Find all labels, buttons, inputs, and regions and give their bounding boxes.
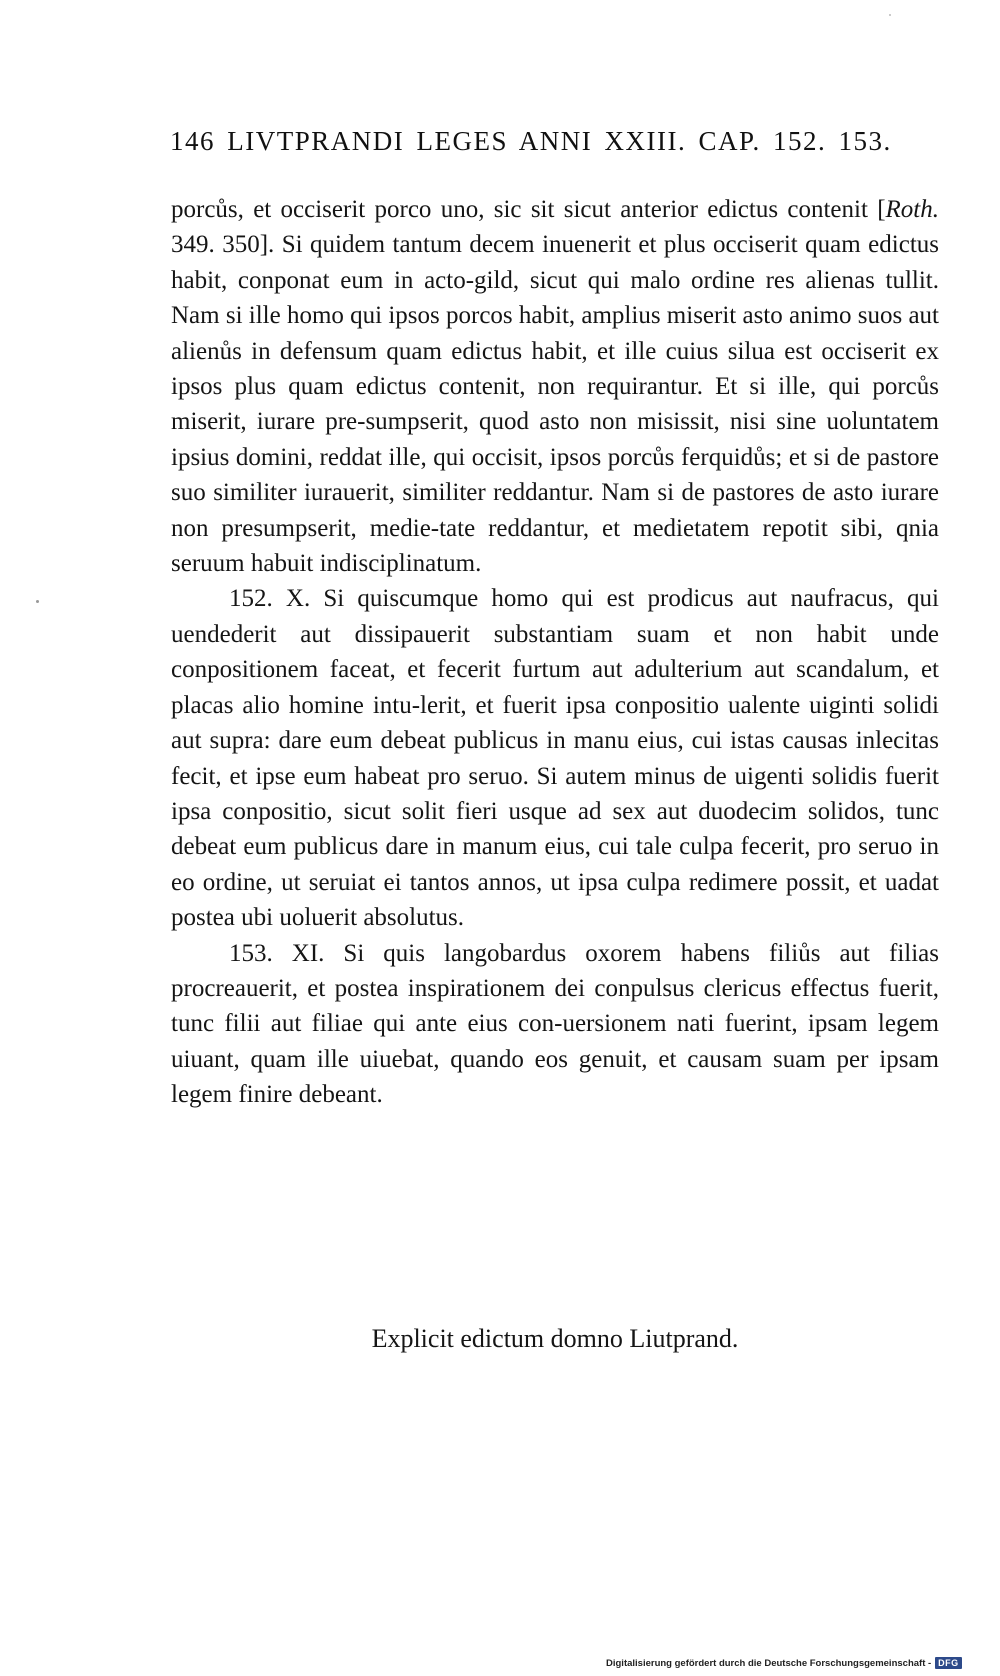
paragraph-chapter-153: 153. XI. Si quis langobardus oxorem habens filiůs aut filias procreauerit, et postea inspirationem dei conpulsus clericus effectus fuerit, tunc filii aut filiae qui ante eius con-uersionem nati fuerint, ipsam legem uiuant, quam ille uiuebat, quando eos genuit, et causam suam per ipsam legem finire debeant.	[171, 939, 939, 1109]
closing-line: Explicit edictum domno Liutprand.	[371, 1324, 739, 1353]
scan-speck	[36, 600, 39, 603]
scan-speck	[889, 14, 891, 16]
running-head: 146 LIVTPRANDI LEGES ANNI XXIII. CAP. 152. 153.	[170, 126, 892, 156]
roth-reference: Roth.	[885, 196, 939, 223]
digitization-credit	[606, 1655, 998, 1671]
dfg-logo: DFG	[935, 1657, 962, 1669]
paragraph-1-text-start: porcůs, et occiserit porco uno, sic sit sicut anterior edictus contenit [	[171, 196, 886, 223]
paragraph-1-text-end: 349. 350]. Si quidem tantum decem inuenerit et plus occiserit quam edictus habit, conponat eum in acto-gild, sicut qui malo ordine res alienas tullit. Nam si ille homo qui ipsos porcos habit, amplius miserit asto animo suos aut alienůs in defensum quam edictus habit, et ille cuius silua est occiserit ex ipsos plus quam edictus contenit, non requirantur. Et si ille, qui porcůs miserit, iurare pre-sumpserit, quod asto non misissit, nisi sine uoluntatem ipsius domini, reddat ille, qui occisit, ipsos porcůs ferquidůs; et si de pastore suo similiter iurauerit, similiter reddantur. Nam si de pastores de asto iurare non presumpserit, medie-tate reddantur, et medietatem repotit sibi, qnia seruum habuit indisciplinatum.	[171, 231, 939, 578]
credit-text: Digitalisierung gefördert durch die Deutsche Forschungsgemeinschaft -	[606, 1657, 932, 1669]
paragraph-chapter-152: 152. X. Si quiscumque homo qui est prodicus aut naufracus, qui uendederit aut dissipauerit substantiam suam et non habit unde conpositionem faceat, et fecerit furtum aut adulterium aut scandalum, et placas alio homine intu-lerit, et fuerit ipsa conpositio ualente uiginti solidi aut supra: dare eum debeat publicus in manu eius, cui istas causas inlecitas fecit, et ipse eum habeat pro seruo. Si autem minus de uigenti solidis fuerit ipsa conpositio, sicut solit fieri usque ad sex aut duodecim solidos, tunc debeat eum publicus dare in manum eius, cui tale culpa fecerit, pro seruo in eo ordine, ut seruiat ei tantos annos, ut ipsa culpa redimere possit, et uadat postea ubi uoluerit absolutus.	[171, 585, 939, 932]
paragraph-continuation	[171, 192, 939, 581]
text-body	[171, 192, 939, 1113]
